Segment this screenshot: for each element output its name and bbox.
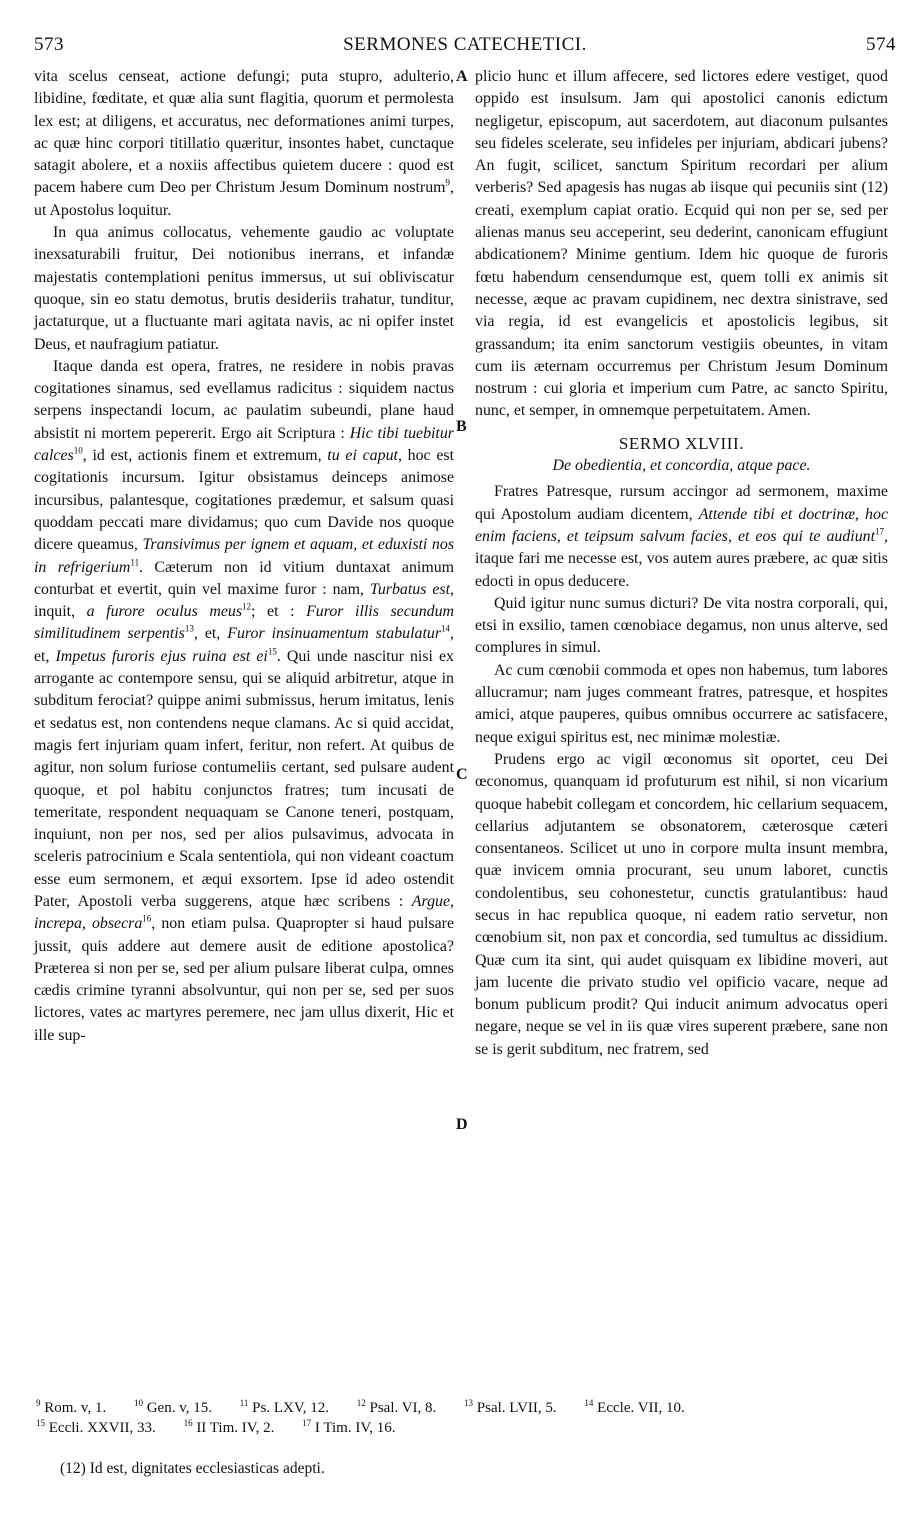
footnote-row [36,1418,896,1438]
footnote: $^{12}$ Psal. VI, 8. [356,1398,437,1416]
footnote: $^{13}$ Psal. LVII, 5. [464,1398,557,1416]
margin-mark-a: A [456,68,468,85]
running-title: SERMONES CATECHETICI. [343,34,587,55]
left-column [34,66,454,1047]
paragraph: vita scelus censeat, actione defungi; puta stupro, adulterio, libidine, fœditate, et quæ alia sunt flagitia, quorum et permolesta lex est; at diligens, et accuratus, nec deformationes animi turpes, ac quæ hinc corpori titillatio quæritur, insontes habet, cunctaque satagit abolere, et a noxiis affectibus quietem ducere : quod est pacem habere cum Deo per Christum Jesum Dominum nostrum$^9$, ut Apostolus loquitur. [34,68,454,219]
page-note: (12) Id est, dignitates ecclesiasticas adepti. [60,1460,325,1477]
right-column [475,66,888,1061]
running-header [34,34,896,58]
paragraph: plicio hunc et illum affecere, sed lictores edere vestiget, quod oppido est insulsum. Jam qui apostolici canonis edictum negligetur, episcopum, aut sacerdotem, aut diaconum pulsantes seu fideles scelerate, seu infideles per injuriam, abdicari jubens? An fugit, scilicet, sanctum Spiritum recordari per alium verberis? Sed apagesis has nugas ab iisque qui pecuniis sint (12) creati, exemplum capiat oratio. Ecquid qui non per se, sed per alienas manus seu acceperint, seu dederint, canonicam effugiunt abdicationem? Minime gentium. Idem hic quoque de furoris fœtu habendum censendumque est, quem tolli ex animis sit necesse, æque ac pravam cupidinem, nec dextra sinistrave, sed via regia, id est evangelicis et apostolicis legibus, sit grassandum; ita enim sanctorum vestigiis obeuntes, in vitam cum iis æternam occurremus per Christum Jesum Dominum nostrum : cui gloria et imperium cum Patre, ac sancto Spiritu, nunc, et semper, in omnemque perpetuitatem. Amen. [475,68,888,420]
margin-mark-d: D [456,1116,468,1133]
footnote-row [36,1398,896,1418]
paragraph: Ac cum cœnobii commoda et opes non habemus, tum labores allucramur; nam juges commeant fratres, patresque, et hospites amici, atque pauperes, quibus omnibus occurrere ac satisfacere, neque exigui spiritus est, nec minimæ molestiæ. [475,661,888,746]
footnote: $^9$ Rom. v, 1. [36,1398,107,1416]
paragraph: Quid igitur nunc sumus dicturi? De vita nostra corporali, qui, etsi in exsilio, tamen cœnobiace degamus, non unus alterve, sed complures in simul. [475,594,888,657]
footnotes [36,1398,896,1438]
footnote: $^{15}$ Eccli. XXVII, 33. [36,1418,156,1436]
margin-mark-b: B [456,418,467,435]
footnote: $^{16}$ II Tim. IV, 2. [183,1418,275,1436]
footnote: $^{11}$ Ps. LXV, 12. [239,1398,329,1416]
footnote: $^{17}$ I Tim. IV, 16. [302,1418,396,1436]
paragraph: In qua animus collocatus, vehemente gaudio ac voluptate inexsaturabili fruitur, Dei notionibus inerrans, et infandæ majestatis contemplationi penitus immersus, ut sui obliviscatur quoque, sin eo statu demotus, brutis desideriis trahatur, tunditur, jactaturque, ut a fluctuante mari agitata navis, ac ni opifer instet Deus, et naufragium patiatur. [34,224,454,353]
paragraph: Prudens ergo ac vigil œconomus sit oportet, ceu Dei œconomus, quanquam id profuturum est nihil, si non vicarium quoque habebit collegam et concordem, hic cellarium sequacem, cellarius adjutantem se obsonatorem, cæterosque cæteri consentaneos. Scilicet ut uno in corpore multa insunt membra, quæ invicem omnia procurant, seu unum laboret, cunctis condolentibus, seu cohonestetur, cunctis gratulantibus: haud secus in hac republica quoque, ni eadem ratio servetur, non cœnobium sit, non pax et concordia, sed tumultus ac dissidium. Quæ cum ita sint, qui audet quisquam ex libidine moveri, aut jam lucente die privato studio vel opificio vacare, neque ad bonum publicum prodit? Qui inducit animum advocatus operi negare, neque se vel in iis quæ vires superent præbere, sane non se is gerit subditum, nec fratrem, sed [475,750,888,1058]
sermon-title: SERMO XLVIII. [618,433,745,453]
paragraph: Itaque danda est opera, fratres, ne residere in nobis pravas cogitationes sinamus, sed evellamus radicitus : siquidem nactus serpens inspectandi locum, ac paulatim subeundi, plane haud absistit ni mortem pepererit. Ergo ait Scriptura : Hic tibi tuebitur calces$^{10}$, id est, actionis finem et extremum, tu ei caput, hoc est cogitationis incursum. Igitur obsistamus deinceps animose incursibus, palantesque, cogitationes prædemur, et salsum quasi quoddam peccati mare dividamus; quo cum Davide nos quoque dicere queamus, Transivimus per ignem et aquam, et eduxisti nos in refrigerium$^{11}$. Cæterum non id vitium duntaxat animum conturbat et evertit, quin vel maxime furor : nam, Turbatus est, inquit, a furore oculus meus$^{12}$; et : Furor illis secundum similitudinem serpentis$^{13}$, et, Furor insinuamentum stabulatur$^{14}$, et, Impetus furoris ejus ruina est $ei^{15}$. Qui unde nascitur nisi ex arrogante ac contempore sensu, qui se aliquid arbitretur, atque in subditum ferociat? quippe animi submissus, herum imitatus, lenis et sedatus est, non contendens neque clamans. Ac si quid accidat, magis fert injuriam quam infert, feritur, non refert. At quibus de agitur, non solum furiose contumeliis certant, sed pulsare audent quoque, et pol habitu conjunctos fratres; tum incusati de temeritate, respondent nequaquam se Canone teneri, postquam, inquiunt, non per nos, sed per alios pulsavimus, advocata in sceleris patrocinium e Scala sententiola, qui non videant coactum esse eum sermonem, et æqui exsortem. Ipse id adeo ostendit Pater, Apostoli verba suggerens, atque hæc scribens : Argue, increpa, obsecra$^{16}$, non etiam pulsa. Quapropter si haud pulsare jussit, quis addere aut demere ausit de editione apostolica? Præterea si non per se, sed per alium pulsare liberat culpa, omnes cædis crimine tyranni absolvuntur, qui non per se, sed per suos lictores, vates ac martyres peremere, nec jam ullus dixerit, Hic et ille sup- [34,357,455,1044]
footnote: $^{14}$ Eccle. VII, 10. [584,1398,685,1416]
sermon-subtitle: De obedientia, et concordia, atque pace. [552,457,811,475]
margin-mark-c: C [456,766,468,783]
page-number-right: 574 [866,34,896,55]
footnote: $^{10}$ Gen. v, 15. [133,1398,212,1416]
paragraph: Fratres Patresque, rursum accingor ad sermonem, maxime qui Apostolum audiam dicentem, Attende tibi et doctrinæ, hoc enim faciens, et teipsum salvum facies, et eos qui te audiunt$^{17}$, itaque fari me necesse est, vos autem aures præbere, ac quæ sitis edocti in opus deducere. [475,483,888,590]
page-number-left: 573 [34,34,64,55]
